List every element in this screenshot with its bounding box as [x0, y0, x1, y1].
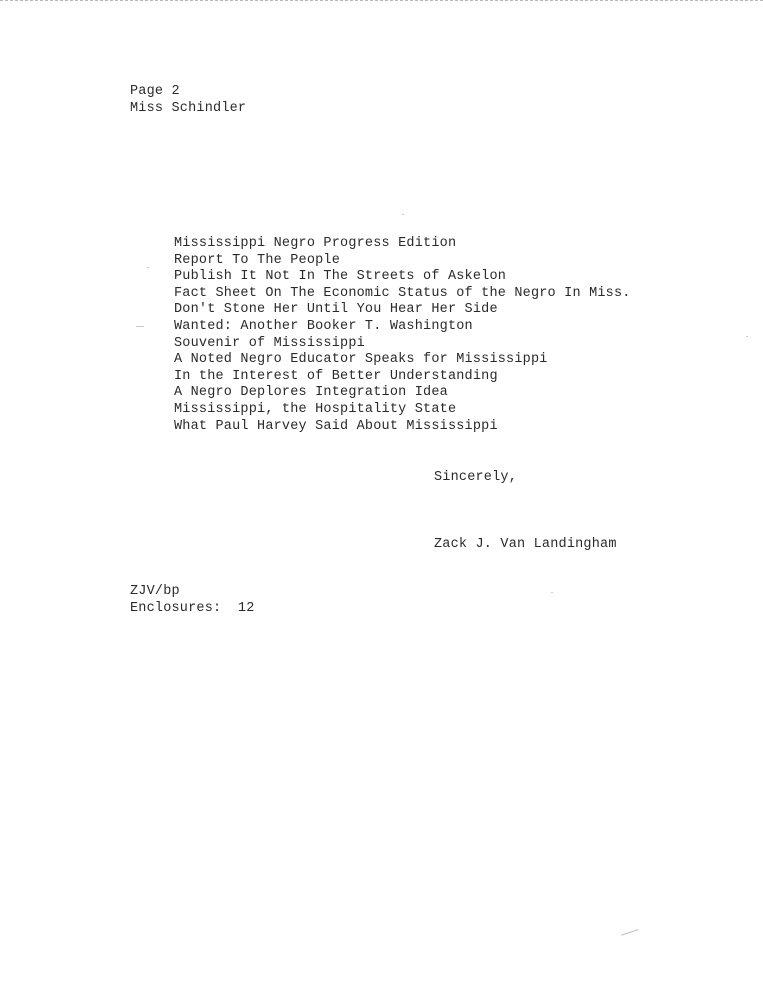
enclosure-item: What Paul Harvey Said About Mississippi	[174, 418, 498, 434]
enclosure-list	[174, 236, 631, 435]
enclosure-item: Publish It Not In The Streets of Askelon	[174, 269, 507, 285]
enclosures-count: Enclosures: 12	[130, 600, 255, 616]
scan-mark	[619, 923, 638, 935]
page-number: Page 2	[130, 84, 180, 99]
page-top-edge	[0, 0, 763, 1]
enclosure-item: Wanted: Another Booker T. Washington	[174, 318, 473, 334]
letter-footer	[130, 584, 255, 617]
enclosure-item: Mississippi, the Hospitality State	[174, 401, 457, 417]
scan-speck	[746, 336, 748, 337]
typist-initials: ZJV/bp	[130, 584, 180, 599]
enclosure-item: Souvenir of Mississippi	[174, 335, 365, 351]
enclosure-item: A Noted Negro Educator Speaks for Mississippi	[174, 352, 548, 368]
enclosure-item: Don't Stone Her Until You Hear Her Side	[174, 302, 498, 318]
enclosure-item: Report To The People	[174, 252, 341, 268]
scan-speck	[402, 214, 404, 215]
scan-speck	[136, 326, 144, 327]
recipient-name: Miss Schindler	[130, 100, 247, 116]
letter-header	[130, 84, 246, 117]
signature-name: Zack J. Van Landingham	[434, 537, 617, 552]
scan-speck	[551, 592, 553, 593]
closing-salutation: Sincerely,	[434, 470, 518, 485]
enclosure-item: Fact Sheet On The Economic Status of the Negro In Miss.	[174, 285, 631, 301]
enclosure-item: Mississippi Negro Progress Edition	[174, 236, 457, 251]
enclosure-item: In the Interest of Better Understanding	[174, 368, 498, 384]
enclosure-item: A Negro Deplores Integration Idea	[174, 385, 448, 401]
scan-speck	[147, 267, 149, 268]
